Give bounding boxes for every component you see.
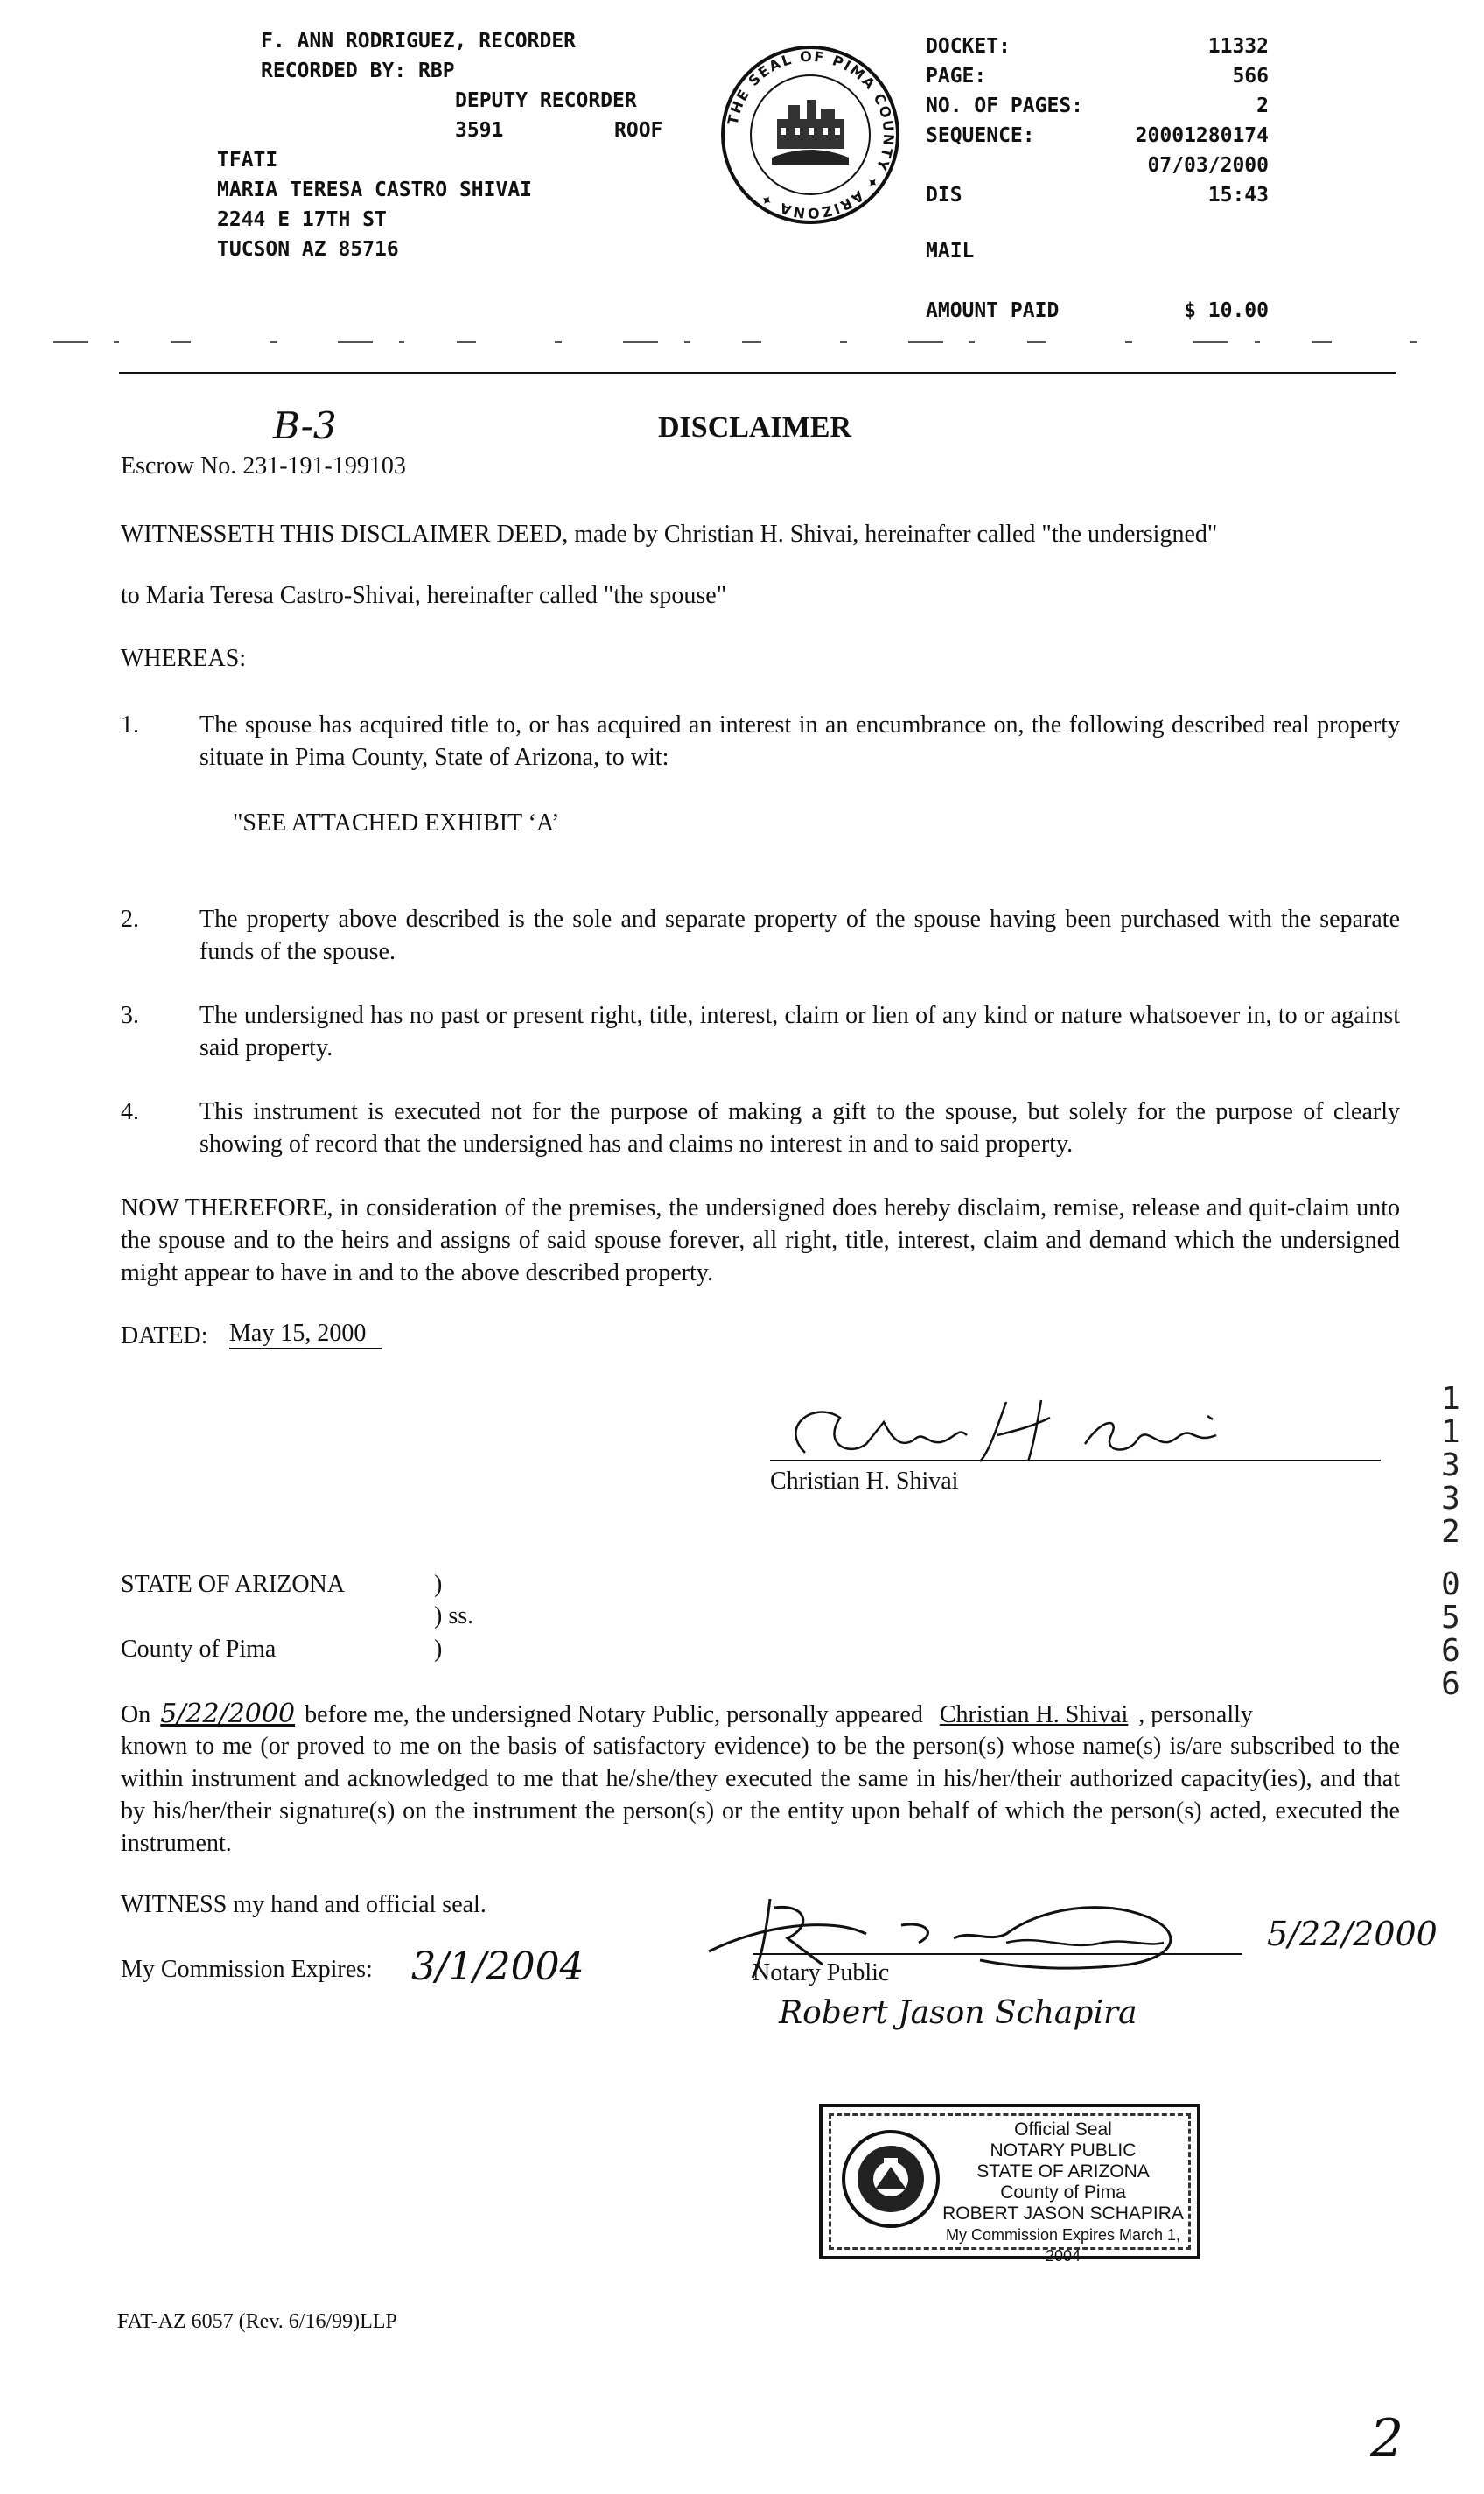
- stamp-line: My Commission Expires March 1, 2004: [945, 2226, 1181, 2265]
- side-stamp-digit: 6: [1441, 1633, 1460, 1669]
- side-stamp-digit: 1: [1441, 1381, 1460, 1417]
- now-therefore-clause: NOW THEREFORE, in consideration of the premises, the undersigned does hereby disclaim, remise, release and quit-claim unto the spouse and to the heirs and assigns of said spouse forever, all right, title, interest, claim and demand which the undersigned might appear to have in and to the above described property.: [121, 1194, 1400, 1286]
- witnesseth-line-1: WITNESSETH THIS DISCLAIMER DEED, made by Christian H. Shivai, hereinafter called "the undersigned": [121, 521, 1218, 548]
- venue-county: County of Pima: [121, 1636, 276, 1663]
- return-to-name: MARIA TERESA CASTRO SHIVAI: [217, 179, 533, 201]
- item-number: 4.: [121, 1098, 139, 1125]
- grantor-name: Christian H. Shivai: [770, 1468, 959, 1495]
- sequence-label: SEQUENCE:: [926, 124, 1035, 147]
- side-stamp-digit: 1: [1441, 1414, 1460, 1450]
- grantor-signature-image: [770, 1391, 1260, 1470]
- record-date: 07/03/2000: [1147, 154, 1269, 177]
- item-number: 1.: [121, 711, 139, 739]
- docket-side-stamp: [1435, 1383, 1466, 1701]
- sequence-value: 20001280174: [1135, 124, 1269, 147]
- docket-value: 11332: [1208, 35, 1269, 58]
- on-label: On: [121, 1701, 151, 1728]
- recorder-code: 3591: [455, 119, 504, 142]
- whereas-heading: WHEREAS:: [121, 645, 247, 672]
- handwritten-reference: B-3: [273, 404, 337, 447]
- witness-clause: WITNESS my hand and official seal.: [121, 1891, 486, 1918]
- return-to-code: TFATI: [217, 149, 278, 172]
- pages-value: 2: [1256, 95, 1269, 117]
- venue-paren: ): [434, 1636, 443, 1663]
- stamp-line: Official Seal: [1014, 2119, 1112, 2140]
- dis-label: DIS: [926, 184, 962, 207]
- side-stamp-digit: 6: [1441, 1666, 1460, 1702]
- notary-signature-date: 5/22/2000: [1267, 1915, 1438, 1953]
- page-value: 566: [1232, 65, 1269, 88]
- acknowledgment-text: before me, the undersigned Notary Public, personally appeared: [304, 1701, 923, 1728]
- amount-paid-label: AMOUNT PAID: [926, 299, 1060, 322]
- escrow-number: Escrow No. 231-191-199103: [121, 452, 406, 480]
- item-text: The property above described is the sole and separate property of the spouse having been purchased with the separate funds of the spouse.: [200, 906, 1400, 965]
- side-stamp-digit: 3: [1441, 1447, 1460, 1483]
- venue-state: STATE OF ARIZONA: [121, 1571, 345, 1598]
- page-mark: 2: [1370, 2408, 1404, 2469]
- record-time: 15:43: [1208, 184, 1269, 207]
- acknowledgment-text: , personally: [1138, 1701, 1253, 1728]
- stamp-line: County of Pima: [1000, 2182, 1126, 2203]
- perforation-line: [52, 337, 1418, 347]
- item-text: The undersigned has no past or present right, title, interest, claim or lien of any kind or nature whatsoever in, to or against said property.: [200, 1002, 1400, 1061]
- pima-county-seal-icon: [719, 44, 901, 226]
- notary-official-seal-stamp: [819, 2104, 1200, 2265]
- venue-ss: ) ss.: [434, 1602, 474, 1629]
- side-stamp-digit: 2: [1441, 1514, 1460, 1550]
- acknowledgment-body: known to me (or proved to me on the basis of satisfactory evidence) to be the person(s) whose name(s) is/are subscribed to the within instrument and acknowledged to me that he/she/they executed the same in his/her/their authorized capacity(ies), and that by his/her/their signature(s) on the instrument the person(s) or the entity upon behalf of which the person(s) acted, executed the instrument.: [121, 1733, 1400, 1857]
- grantor-signature-line: [770, 1460, 1381, 1461]
- dated-label: DATED:: [121, 1322, 208, 1349]
- side-stamp-digit: 5: [1441, 1600, 1460, 1636]
- return-to-city: TUCSON AZ 85716: [217, 238, 399, 261]
- return-to-street: 2244 E 17TH ST: [217, 208, 387, 231]
- stamp-line: ROBERT JASON SCHAPIRA: [942, 2203, 1184, 2224]
- item-text: The spouse has acquired title to, or has acquired an interest in an encumbrance on, the following described real property situate in Pima County, State of Arizona, to wit:: [200, 711, 1400, 771]
- stamp-line: NOTARY PUBLIC: [990, 2140, 1137, 2161]
- item-text: This instrument is executed not for the purpose of making a gift to the spouse, but solely for the purpose of clearly showing of record that the undersigned has and claims no interest in and to said property.: [200, 1098, 1400, 1158]
- header-divider: [119, 372, 1396, 374]
- side-stamp-digit: 0: [1441, 1566, 1460, 1602]
- mail-label: MAIL: [926, 240, 975, 263]
- item-number: 2.: [121, 906, 139, 933]
- appeared-name: Christian H. Shivai: [939, 1701, 1129, 1728]
- notary-printed-name: Robert Jason Schapira: [779, 1995, 1138, 2031]
- item-number: 3.: [121, 1002, 139, 1029]
- document-title: DISCLAIMER: [658, 411, 852, 444]
- acknowledgment-date: 5/22/2000: [160, 1699, 296, 1729]
- stamp-line: STATE OF ARIZONA: [976, 2161, 1150, 2182]
- arizona-state-seal-icon: [840, 2128, 942, 2230]
- form-number: FAT-AZ 6057 (Rev. 6/16/99)LLP: [117, 2310, 397, 2333]
- page-label: PAGE:: [926, 65, 987, 88]
- svg-text:THE SEAL OF PIMA COUNTY ✦ ARIZ: THE SEAL OF PIMA COUNTY ✦ ARIZONA ✦: [724, 47, 898, 222]
- recorded-by: RECORDED BY: RBP: [261, 60, 455, 82]
- recorder-name: F. ANN RODRIGUEZ, RECORDER: [261, 30, 577, 53]
- notary-signature-line: [752, 1953, 1242, 1955]
- dated-value: May 15, 2000: [229, 1320, 382, 1349]
- deputy-recorder: DEPUTY RECORDER: [455, 89, 637, 112]
- witnesseth-line-2: to Maria Teresa Castro-Shivai, hereinafter called "the spouse": [121, 582, 727, 609]
- pages-label: NO. OF PAGES:: [926, 95, 1084, 117]
- amount-paid-value: $ 10.00: [1184, 299, 1269, 322]
- side-stamp-digit: 3: [1441, 1481, 1460, 1517]
- docket-label: DOCKET:: [926, 35, 1011, 58]
- venue-paren: ): [434, 1571, 443, 1598]
- exhibit-reference: "SEE ATTACHED EXHIBIT ‘A’: [233, 809, 560, 837]
- acknowledgment-lead: [121, 1698, 1253, 1731]
- notary-public-label: Notary Public: [752, 1959, 890, 1986]
- commission-date: 3/1/2004: [411, 1944, 584, 1989]
- recorder-code-2: ROOF: [614, 119, 663, 142]
- commission-label: My Commission Expires:: [121, 1956, 373, 1983]
